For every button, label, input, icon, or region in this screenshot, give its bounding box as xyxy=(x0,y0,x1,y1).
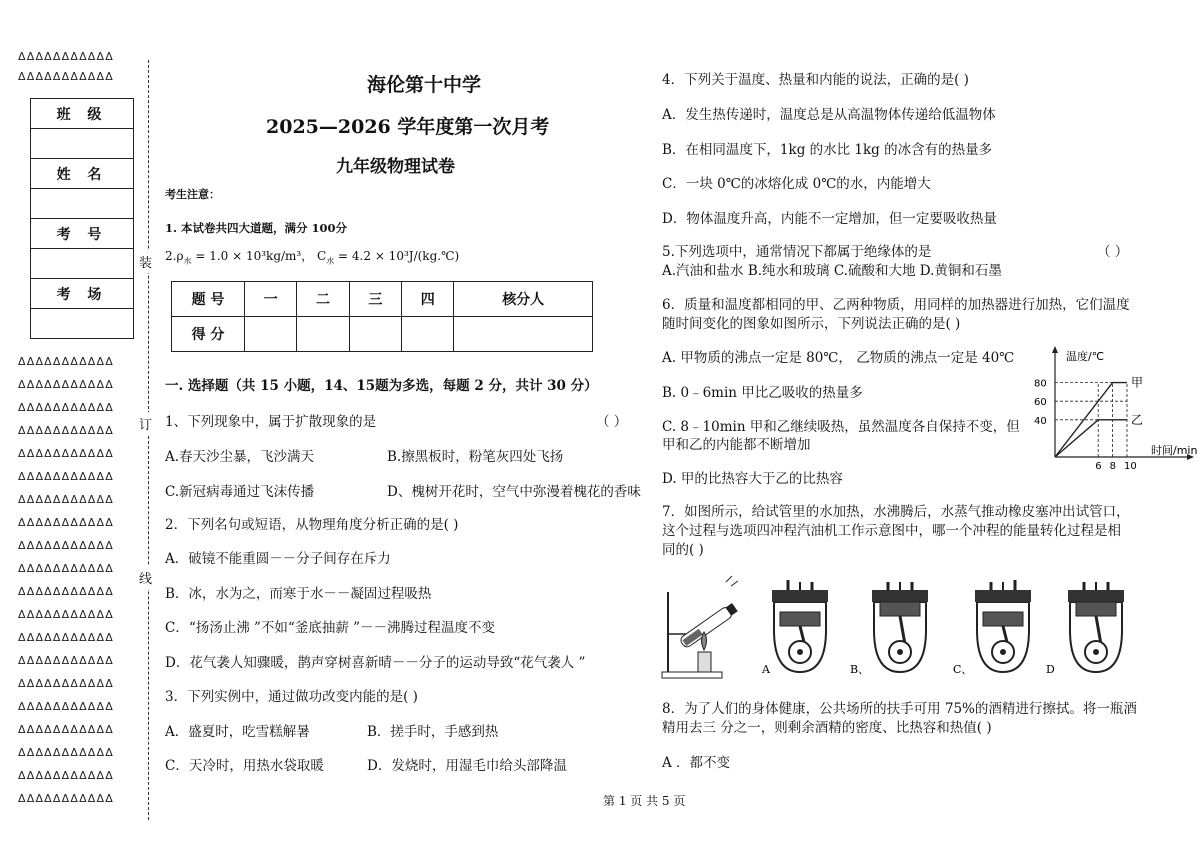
class-label: 班 级 xyxy=(31,99,134,129)
engine-stroke-diagram xyxy=(772,580,828,672)
q1-option-b: B.擦黑板时，粉笔灰四处飞扬 xyxy=(387,449,564,465)
triangle-row: ΔΔΔΔΔΔΔΔΔΔΔ xyxy=(18,792,114,805)
graph-x-axis-label: 时间/min xyxy=(1151,444,1198,457)
graph-x-tick-label: 8 xyxy=(1109,461,1116,472)
exam-number-field[interactable] xyxy=(31,249,134,279)
q8-line-2: 精用去三 分之一，则剩余酒精的密度、比热容和热值( ) xyxy=(662,720,992,736)
notice-heading: 考生注意： xyxy=(165,188,220,201)
q3-option-d: D．发烧时，用湿毛巾给头部降温 xyxy=(367,758,567,774)
graph-x-tick-label: 10 xyxy=(1124,461,1137,472)
q2-stem: 2．下列名句或短语，从物理角度分析正确的是( ) xyxy=(165,517,459,533)
graph-y-axis-label: 温度/℃ xyxy=(1066,350,1105,363)
q7-figures xyxy=(660,572,1170,684)
score-cell[interactable] xyxy=(349,317,401,352)
section-1-title: 一. 选择题（共 15 小题，14、15题为多选，每题 2 分，共计 30 分） xyxy=(165,378,598,394)
score-header-cell: 一 xyxy=(245,282,297,317)
triangle-row: ΔΔΔΔΔΔΔΔΔΔΔ xyxy=(18,516,114,529)
score-cell[interactable] xyxy=(402,317,454,352)
notice-item-1: 1. 本试卷共四大道题，满分 100分 xyxy=(165,221,348,235)
triangle-row: ΔΔΔΔΔΔΔΔΔΔΔ xyxy=(18,585,114,598)
triangle-row: ΔΔΔΔΔΔΔΔΔΔΔ xyxy=(18,769,114,782)
q1-stem: 1、下列现象中，属于扩散现象的是 xyxy=(165,414,377,430)
q3-option-a: A．盛夏时，吃雪糕解暑 xyxy=(165,724,310,740)
engine-label-a: A xyxy=(762,663,770,676)
triangle-row: ΔΔΔΔΔΔΔΔΔΔΔ xyxy=(18,378,114,391)
q6-option-c-line2: 甲和乙的内能都不断增加 xyxy=(662,437,811,453)
triangle-row: ΔΔΔΔΔΔΔΔΔΔΔ xyxy=(18,401,114,414)
q5-answer-paren: （ ） xyxy=(1097,244,1129,260)
name-label: 姓 名 xyxy=(31,159,134,189)
score-header-cell: 二 xyxy=(297,282,349,317)
binding-char-zhuang: 装 xyxy=(139,250,152,273)
q2-option-d: D．花气袭人知骤暖，鹊声穿树喜新晴－－分子的运动导致“花气袭人 ” xyxy=(165,655,586,671)
q8-option-a: A ．都不变 xyxy=(662,755,731,771)
school-name: 海伦第十中学 xyxy=(367,74,482,96)
score-header-cell: 核分人 xyxy=(454,282,593,317)
triangle-row: ΔΔΔΔΔΔΔΔΔΔΔ xyxy=(18,654,114,667)
q6-stem-line2: 随时间变化的图象如图所示，下列说法正确的是( ) xyxy=(662,316,961,332)
triangle-row: ΔΔΔΔΔΔΔΔΔΔΔ xyxy=(18,746,114,759)
q3-option-c: C．天冷时，用热水袋取暖 xyxy=(165,758,324,774)
q1-option-d: D、槐树开花时，空气中弥漫着槐花的香味 xyxy=(387,484,641,500)
graph-y-arrow-icon xyxy=(1052,346,1058,353)
triangle-row: ΔΔΔΔΔΔΔΔΔΔΔ xyxy=(18,608,114,621)
student-info-box xyxy=(30,98,134,339)
score-header-cell: 四 xyxy=(402,282,454,317)
score-row-label: 得 分 xyxy=(172,317,245,352)
q6-option-b: B. 0﹣6min 甲比乙吸收的热量多 xyxy=(662,385,863,401)
graph-series-label: 甲 xyxy=(1131,375,1144,390)
engine-label-d: D xyxy=(1046,663,1055,676)
q1-option-c: C.新冠病毒通过飞沫传播 xyxy=(165,484,315,500)
exam-number-label: 考 号 xyxy=(31,219,134,249)
test-tube-apparatus xyxy=(662,576,738,678)
q4-stem: 4．下列关于温度、热量和内能的说法，正确的是( ) xyxy=(662,72,969,88)
score-header-cell: 三 xyxy=(349,282,401,317)
triangle-row: ΔΔΔΔΔΔΔΔΔΔΔ xyxy=(18,677,114,690)
triangle-row: ΔΔΔΔΔΔΔΔΔΔΔ xyxy=(18,70,114,83)
triangle-row: ΔΔΔΔΔΔΔΔΔΔΔ xyxy=(18,50,114,63)
q2-option-a: A．破镜不能重圆－－分子间存在斥力 xyxy=(165,551,391,567)
score-cell[interactable] xyxy=(454,317,593,352)
triangle-row: ΔΔΔΔΔΔΔΔΔΔΔ xyxy=(18,631,114,644)
q4-option-d: D．物体温度升高，内能不一定增加，但一定要吸收热量 xyxy=(662,211,997,227)
class-field[interactable] xyxy=(31,129,134,159)
q2-option-c: C．“扬汤止沸 ”不如“釜底抽薪 ”－－沸腾过程温度不变 xyxy=(165,620,496,636)
graph-y-tick-label: 40 xyxy=(1034,415,1047,427)
engine-label-c: C、 xyxy=(953,663,973,676)
q8-line-1: 8．为了人们的身体健康，公共场所的扶手可用 75%的酒精进行擦拭。将一瓶酒 xyxy=(662,701,1137,717)
q7-line-2: 这个过程与选项四冲程汽油机工作示意图中，哪一个冲程的能量转化过程是相 xyxy=(662,523,1121,539)
name-field[interactable] xyxy=(31,189,134,219)
q5-options: A.汽油和盐水 B.纯水和玻璃 C.硫酸和大地 D.黄铜和石墨 xyxy=(662,263,1002,279)
graph-series-label: 乙 xyxy=(1131,412,1144,427)
score-cell[interactable] xyxy=(245,317,297,352)
engine-stroke-diagram xyxy=(872,582,928,672)
graph-y-tick-label: 60 xyxy=(1034,397,1047,409)
triangle-row: ΔΔΔΔΔΔΔΔΔΔΔ xyxy=(18,723,114,736)
q5-stem: 5.下列选项中，通常情况下都属于绝缘体的是 xyxy=(662,244,932,260)
temperature-time-graph xyxy=(1030,342,1198,474)
q6-option-d: D. 甲的比热容大于乙的比热容 xyxy=(662,471,843,487)
exam-room-label: 考 场 xyxy=(31,279,134,309)
q7-line-1: 7．如图所示，给试管里的水加热，水沸腾后，水蒸气推动橡皮塞冲出试管口， xyxy=(662,504,1130,520)
triangle-row: ΔΔΔΔΔΔΔΔΔΔΔ xyxy=(18,355,114,368)
graph-series-line-yi xyxy=(1055,420,1127,457)
page-footer: 第 1 页 共 5 页 xyxy=(603,794,686,808)
triangle-row: ΔΔΔΔΔΔΔΔΔΔΔ xyxy=(18,539,114,552)
graph-x-tick-label: 6 xyxy=(1095,461,1102,472)
triangle-row: ΔΔΔΔΔΔΔΔΔΔΔ xyxy=(18,424,114,437)
exam-room-field[interactable] xyxy=(31,309,134,339)
notice-item-2: $2.\rho_水 = 1.0 \times 10^3kg/m^3$， $C_水 = 4.2$ × 10³J/(kg.℃) xyxy=(165,249,460,266)
binding-char-ding: 订 xyxy=(139,412,152,435)
q7-line-3: 同的( ) xyxy=(662,542,704,558)
q2-option-b: B．冰，水为之，而寒于水－－凝固过程吸热 xyxy=(165,586,432,602)
engine-label-b: B、 xyxy=(850,663,870,676)
q6-stem-line1: 6．质量和温度都相同的甲、乙两种物质，用同样的加热器进行加热，它们温度 xyxy=(662,297,1130,313)
triangle-row: ΔΔΔΔΔΔΔΔΔΔΔ xyxy=(18,447,114,460)
q3-option-b: B．搓手时，手感到热 xyxy=(367,724,499,740)
q4-option-c: C．一块 0℃的冰熔化成 0℃的水，内能增大 xyxy=(662,176,931,192)
paper-title: 九年级物理试卷 xyxy=(336,157,455,177)
score-table xyxy=(171,281,593,352)
binding-char-xian: 线 xyxy=(139,566,152,589)
graph-y-tick-label: 80 xyxy=(1034,378,1047,390)
q4-option-b: B．在相同温度下，1kg 的水比 1kg 的冰含有的热量多 xyxy=(662,142,993,158)
triangle-row: ΔΔΔΔΔΔΔΔΔΔΔ xyxy=(18,562,114,575)
binding-line xyxy=(148,60,149,820)
q1-answer-paren: （ ） xyxy=(596,414,628,430)
score-cell[interactable] xyxy=(297,317,349,352)
q4-option-a: A．发生热传递时，温度总是从高温物体传递给低温物体 xyxy=(662,107,996,123)
q6-option-a: A. 甲物质的沸点一定是 80℃， 乙物质的沸点一定是 40℃ xyxy=(662,350,1015,366)
q3-stem: 3．下列实例中，通过做功改变内能的是( ) xyxy=(165,689,418,705)
q1-option-a: A.春天沙尘暴，飞沙满天 xyxy=(165,449,315,465)
q6-option-c-line1: C. 8﹣10min 甲和乙继续吸热，虽然温度各自保持不变，但 xyxy=(662,419,1020,435)
engine-stroke-diagram xyxy=(975,580,1031,672)
engine-stroke-diagram xyxy=(1068,582,1124,672)
triangle-row: ΔΔΔΔΔΔΔΔΔΔΔ xyxy=(18,700,114,713)
triangle-row: ΔΔΔΔΔΔΔΔΔΔΔ xyxy=(18,470,114,483)
score-header-cell: 题 号 xyxy=(172,282,245,317)
exam-title: 2025—2026 学年度第一次月考 xyxy=(266,116,550,138)
triangle-row: ΔΔΔΔΔΔΔΔΔΔΔ xyxy=(18,493,114,506)
